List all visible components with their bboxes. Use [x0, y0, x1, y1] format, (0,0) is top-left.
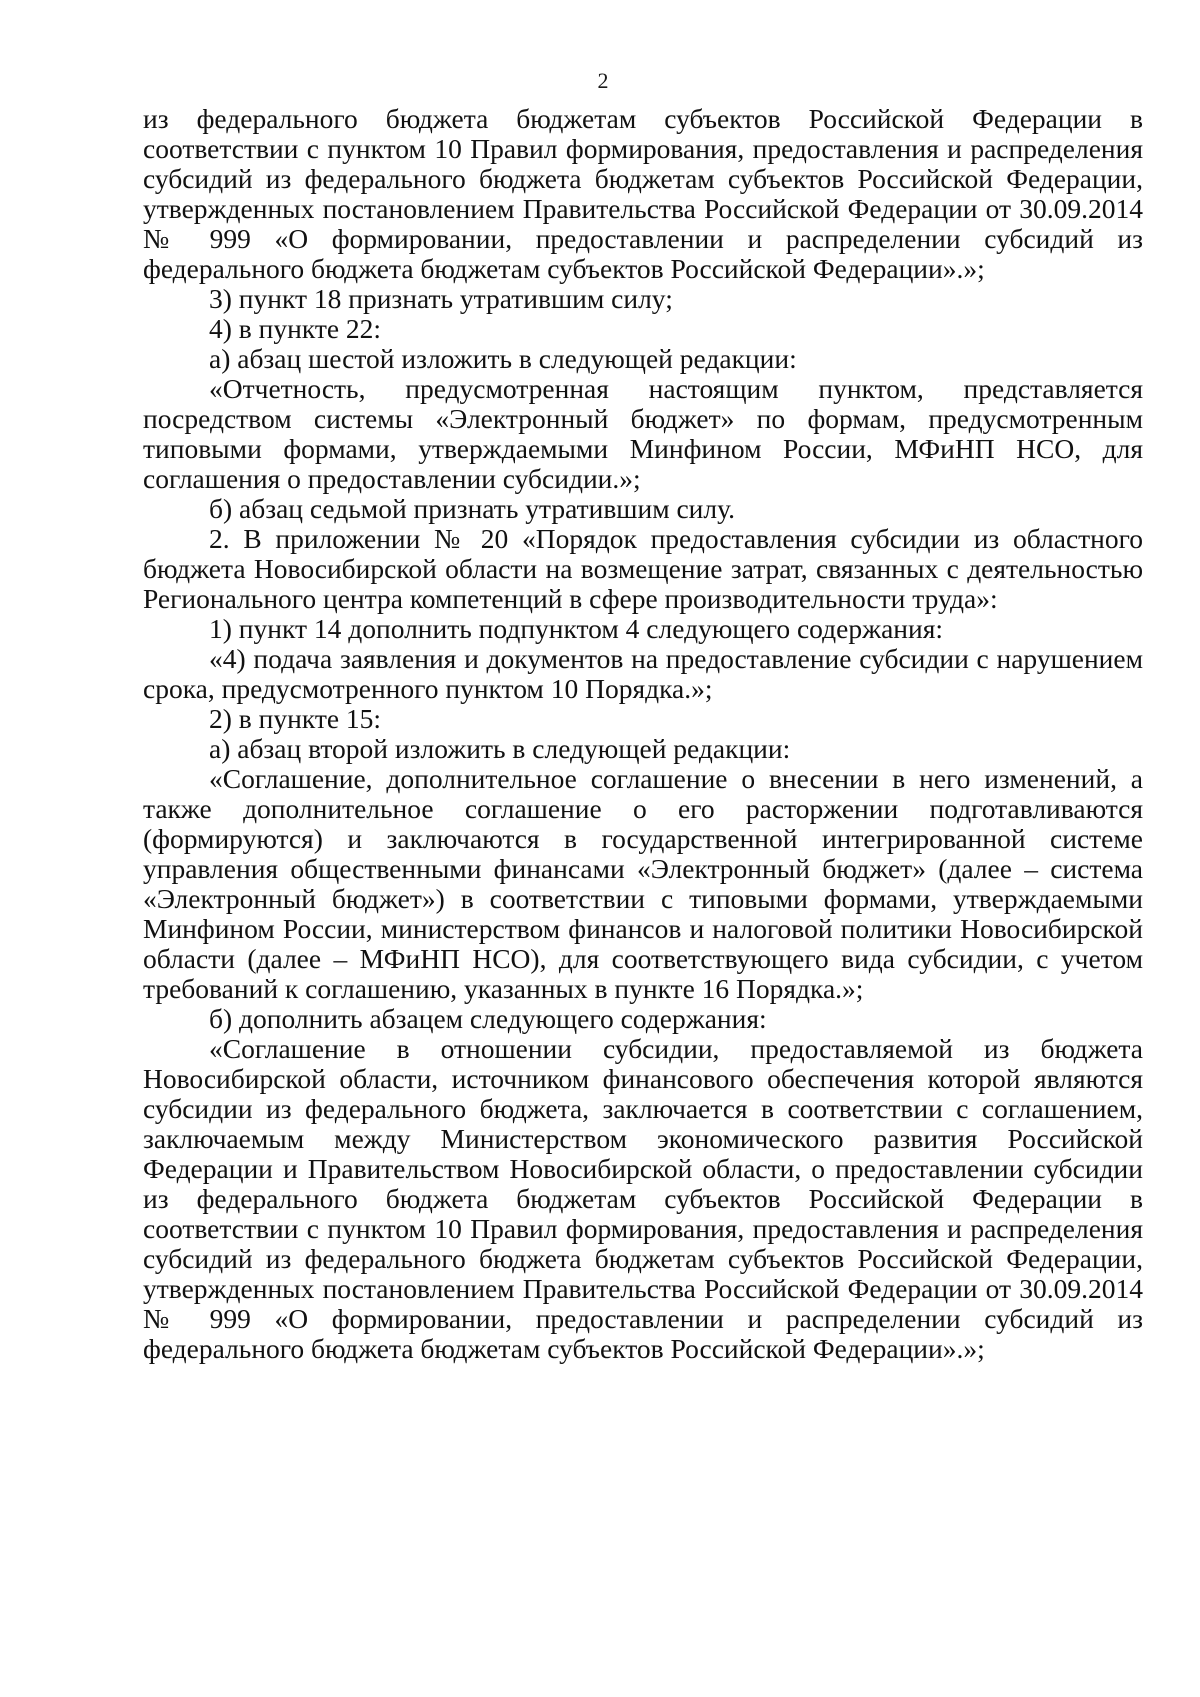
- paragraph: 4) в пункте 22:: [209, 313, 382, 344]
- paragraph: «Соглашение в отношении субсидии, предоставляемой из бюджета Новосибирской области, источником финансового обеспечения которой являются субсидии из федерального бюджета, заключается в соответствии с соглашением, заключаемым между Министерством экономического развития Российской Федерации и Правительством Новосибирской области, о предоставлении субсидии из федерального бюджета бюджетам субъектов Российской Федерации в соответствии с пунктом 10 Правил формирования, предоставления и распределения субсидий из федерального бюджета бюджетам субъектов Российской Федерации, утвержденных постановлением Правительства Российской Федерации от 30.09.2014 № 999 «О формировании, предоставлении и распределении субсидий из федерального бюджета бюджетам субъектов Российской Федерации».»;: [143, 1033, 1143, 1364]
- paragraph: «4) подача заявления и документов на предоставление субсидии с нарушением срока, предусмотренного пунктом 10 Порядка.»;: [143, 643, 1143, 704]
- paragraph: 2. В приложении № 20 «Порядок предоставления субсидии из областного бюджета Новосибирской области на возмещение затрат, связанных с деятельностью Регионального центра компетенций в сфере производительности труда»:: [143, 523, 1143, 614]
- paragraph: 3) пункт 18 признать утратившим силу;: [209, 283, 673, 314]
- document-body: [143, 104, 1143, 1364]
- paragraph: а) абзац второй изложить в следующей редакции:: [209, 733, 791, 764]
- paragraph: б) абзац седьмой признать утратившим силу.: [209, 493, 735, 524]
- paragraph: 2) в пункте 15:: [209, 703, 382, 734]
- page-number: 2: [597, 68, 609, 93]
- paragraph: «Отчетность, предусмотренная настоящим пунктом, представляется посредством системы «Электронный бюджет» по формам, предусмотренным типовыми формами, утверждаемыми Минфином России, МФиНП НСО, для соглашения о предоставлении субсидии.»;: [143, 373, 1143, 494]
- paragraph: «Соглашение, дополнительное соглашение о внесении в него изменений, а также дополнительное соглашение о его расторжении подготавливаются (формируются) и заключаются в государственной интегрированной системе управления общественными финансами «Электронный бюджет» (далее – система «Электронный бюджет») в соответствии с типовыми формами, утверждаемыми Минфином России, министерством финансов и налоговой политики Новосибирской области (далее – МФиНП НСО), для соответствующего вида субсидии, с учетом требований к соглашению, указанных в пункте 16 Порядка.»;: [143, 763, 1143, 1004]
- paragraph: 1) пункт 14 дополнить подпунктом 4 следующего содержания:: [209, 613, 944, 644]
- paragraph: б) дополнить абзацем следующего содержания:: [209, 1003, 767, 1034]
- paragraph: а) абзац шестой изложить в следующей редакции:: [209, 343, 797, 374]
- paragraph: из федерального бюджета бюджетам субъектов Российской Федерации в соответствии с пунктом 10 Правил формирования, предоставления и распределения субсидий из федерального бюджета бюджетам субъектов Российской Федерации, утвержденных постановлением Правительства Российской Федерации от 30.09.2014 № 999 «О формировании, предоставлении и распределении субсидий из федерального бюджета бюджетам субъектов Российской Федерации».»;: [143, 103, 1143, 284]
